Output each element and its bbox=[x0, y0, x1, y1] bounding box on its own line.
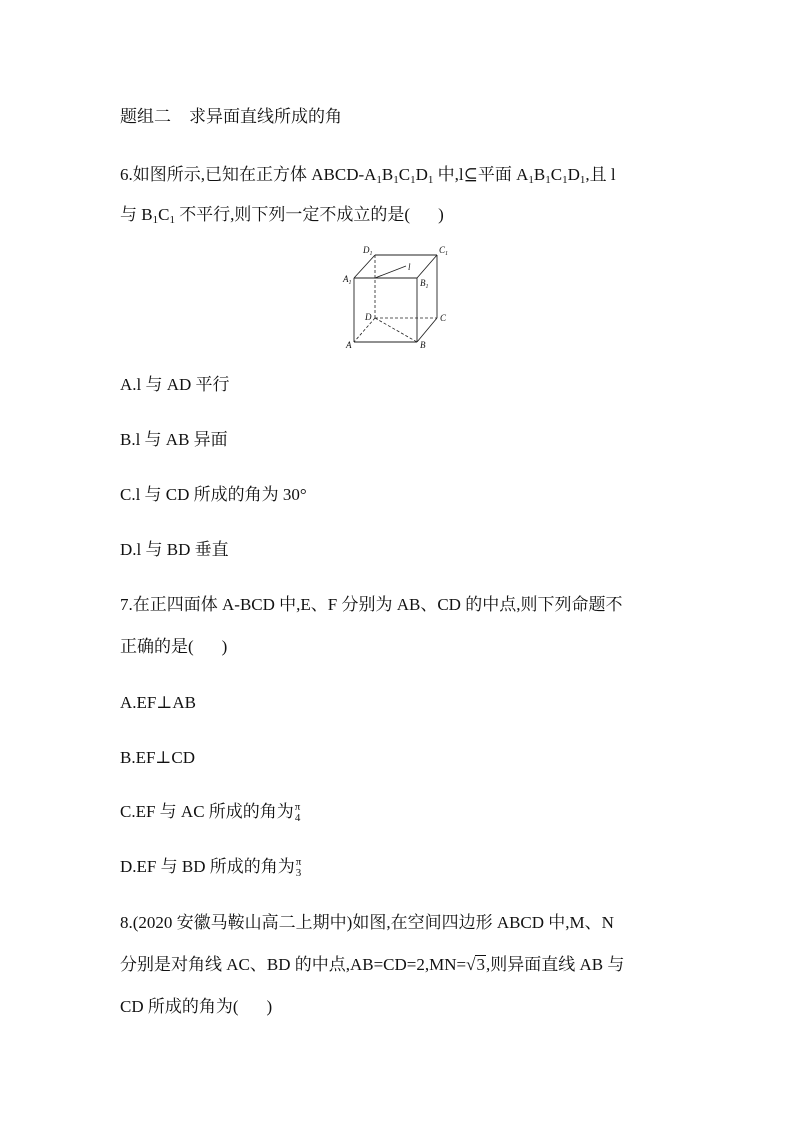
sqrt-value: 3 bbox=[476, 955, 485, 974]
q6-text: 6.如图所示,已知在正方体 ABCD-A bbox=[120, 165, 377, 184]
q6-text: D bbox=[415, 165, 428, 184]
subscript: 1 bbox=[410, 174, 416, 186]
q6-text: ) bbox=[438, 205, 444, 224]
q8-stem-line2 bbox=[120, 953, 624, 977]
subscript: 1 bbox=[562, 174, 568, 186]
q6-text: D bbox=[567, 165, 580, 184]
q6-text: B bbox=[533, 165, 546, 184]
fraction-pi-over-3 bbox=[296, 857, 302, 879]
q7-stem-line2 bbox=[120, 635, 227, 659]
q8-text: ) bbox=[266, 997, 273, 1016]
q8-stem-line1: 8.(2020 安徽马鞍山高二上期中)如图,在空间四边形 ABCD 中,M、N bbox=[120, 913, 614, 932]
label-C1: $C_1$ bbox=[439, 245, 449, 257]
subset-symbol: ⊆ bbox=[463, 165, 478, 184]
subscript: 1 bbox=[427, 174, 434, 186]
label-D1: $D_1$ bbox=[363, 245, 373, 257]
q8-text: ,则异面直线 AB 与 bbox=[485, 955, 625, 974]
section-title: 求异面直线所成的角 bbox=[189, 107, 342, 127]
q6-stem-line2 bbox=[120, 203, 444, 227]
label-l: l bbox=[408, 262, 411, 272]
q8-stem-line3 bbox=[120, 995, 272, 1019]
subscript: 1 bbox=[169, 214, 175, 226]
q7-option-c bbox=[120, 800, 300, 824]
q6-option-b: B.l 与 AB 异面 bbox=[120, 430, 228, 449]
q6-text: C bbox=[398, 165, 411, 184]
frac-den: 4 bbox=[294, 812, 301, 825]
q6-text: 平面 A bbox=[477, 165, 529, 184]
subscript: 1 bbox=[579, 174, 586, 186]
subscript: 1 bbox=[376, 174, 382, 186]
q6-option-c: C.l 与 CD 所成的角为 30° bbox=[120, 485, 307, 504]
q7-text: 正确的是( bbox=[120, 637, 194, 656]
q6-text: ,且 l bbox=[585, 165, 616, 184]
q7-option-d bbox=[120, 855, 301, 879]
q6-text: C bbox=[550, 165, 563, 184]
label-B1: $B_1$ bbox=[420, 278, 429, 290]
label-A: A bbox=[346, 340, 352, 350]
q8-text: CD 所成的角为( bbox=[120, 997, 239, 1016]
label-D: D bbox=[365, 312, 372, 322]
q6-text: B bbox=[381, 165, 394, 184]
q7-text: ) bbox=[221, 637, 228, 656]
label-C: C bbox=[440, 313, 447, 323]
subscript: 1 bbox=[152, 214, 159, 226]
q7-option-c-text: C.EF 与 AC 所成的角为 bbox=[120, 802, 294, 821]
subscript: 1 bbox=[393, 174, 399, 186]
section-heading bbox=[120, 105, 342, 129]
label-A1: $A_1$ bbox=[343, 274, 352, 286]
sqrt-symbol: √ bbox=[466, 955, 476, 974]
frac-num: π bbox=[294, 801, 301, 814]
q6-text: 与 B bbox=[120, 205, 153, 224]
q6-text: C bbox=[158, 205, 170, 224]
cube-figure bbox=[340, 240, 460, 355]
q7-option-d-text: D.EF 与 BD 所成的角为 bbox=[120, 857, 295, 876]
subscript: 1 bbox=[528, 174, 534, 186]
q6-option-a: A.l 与 AD 平行 bbox=[120, 375, 230, 394]
q7-stem-line1: 7.在正四面体 A-BCD 中,E、F 分别为 AB、CD 的中点,则下列命题不 bbox=[120, 595, 623, 614]
q6-stem-line1 bbox=[120, 163, 616, 187]
subscript: 1 bbox=[545, 174, 551, 186]
frac-num: π bbox=[295, 856, 302, 869]
q7-option-a: A.EF⊥AB bbox=[120, 693, 196, 712]
q7-option-b: B.EF⊥CD bbox=[120, 748, 196, 767]
section-label: 题组二 bbox=[120, 107, 171, 127]
q6-text: 不平行,则下列一定不成立的是( bbox=[174, 205, 411, 224]
fraction-pi-over-4 bbox=[295, 802, 301, 824]
q8-text: 分别是对角线 AC、BD 的中点,AB=CD=2,MN= bbox=[120, 955, 467, 974]
label-B: B bbox=[420, 340, 426, 350]
q6-text: 中,l bbox=[433, 165, 464, 184]
frac-den: 3 bbox=[295, 867, 302, 880]
q6-option-d: D.l 与 BD 垂直 bbox=[120, 540, 229, 559]
